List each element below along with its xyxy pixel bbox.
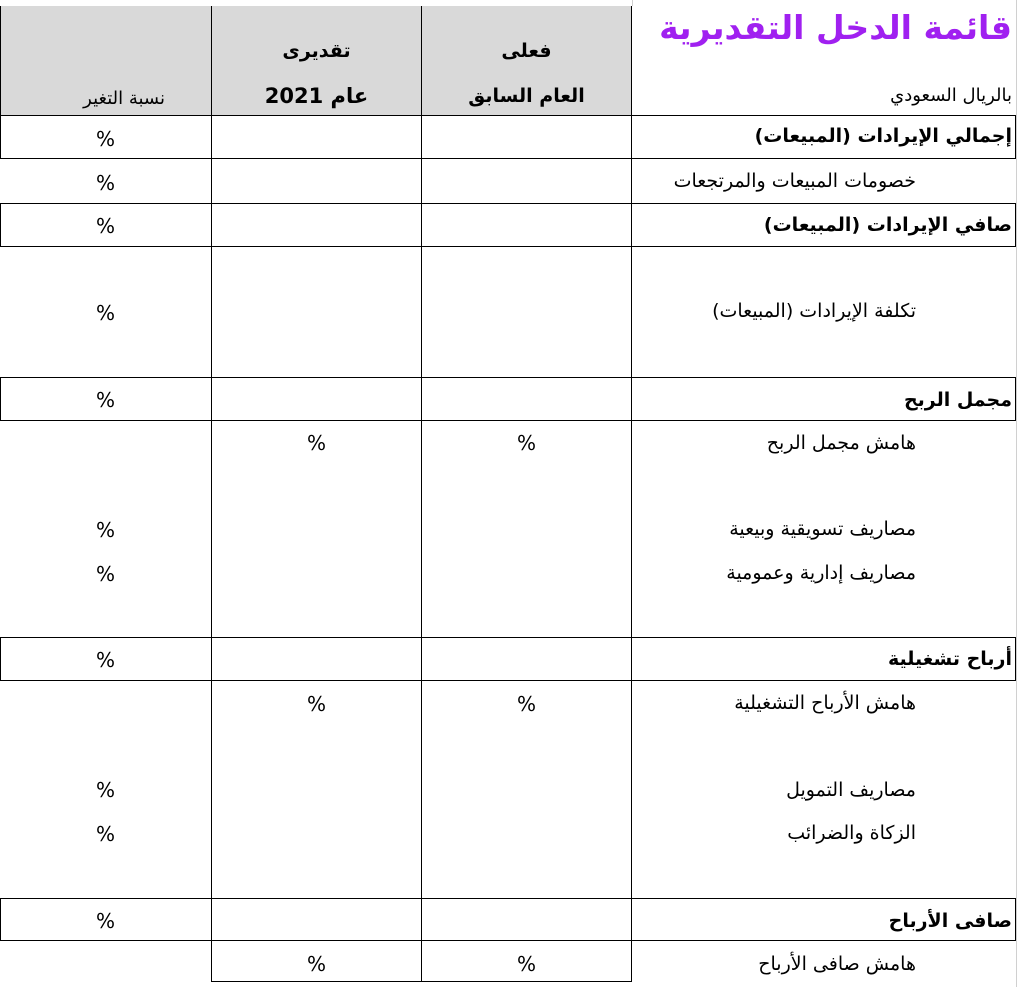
change-pct-gross-revenue: % [95,127,115,151]
row-line-9 [0,898,1016,899]
change-pct-discounts: % [95,171,115,195]
change-pct-net-profit: % [95,909,115,933]
col-divider-0 [0,6,1,116]
row-label-discounts: خصومات المبيعات والمرتجعات [673,170,916,192]
col-divider-1 [211,6,212,981]
change-pct-admin: % [95,562,115,586]
change-pct-finance: % [95,778,115,802]
actual-pct-operating-margin: % [516,692,536,716]
row-label-operating-profit: أرباح تشغيلية [887,648,1012,670]
row-label-gross-profit: مجمل الربح [903,389,1012,411]
row-label-zakat-taxes: الزكاة والضرائب [787,822,916,844]
grid-line-top [632,0,633,6]
change-pct-marketing: % [95,518,115,542]
change-pct-zakat: % [95,822,115,846]
row-line-7 [0,637,1016,638]
row-line-10 [0,940,1016,941]
actual-pct-net-margin: % [516,952,536,976]
row-label-cost-of-revenue: تكلفة الإيرادات (المبيعات) [712,300,916,322]
currency-label: بالريال السعودي [890,85,1012,106]
right-border-d [1015,637,1016,681]
header-change: نسبة التغير [83,88,165,109]
row-label-operating-margin: هامش الأرباح التشغيلية [734,692,916,714]
estimated-pct-net-margin: % [306,952,326,976]
col-divider-2 [421,6,422,981]
right-border-a [1015,115,1016,159]
row-label-admin-expenses: مصاريف إدارية وعمومية [726,562,916,584]
row-label-finance-costs: مصاريف التمويل [786,779,916,801]
header-actual-line1: فعلى [501,40,552,62]
actual-pct-gross-margin: % [516,431,536,455]
row-label-net-profit: صافى الأرباح [888,910,1012,932]
row-line-5 [0,377,1016,378]
change-pct-operating-profit: % [95,648,115,672]
row-line-4 [0,246,1016,247]
row-line-6 [0,420,1016,421]
header-estimated-line1: تقديرى [282,40,351,62]
row-line-11 [211,981,632,982]
estimated-pct-gross-margin: % [306,431,326,455]
change-pct-net-revenue: % [95,214,115,238]
row-label-net-revenue: صافي الإيرادات (المبيعات) [763,214,1012,236]
row-line-1 [0,115,1016,116]
header-actual-line2: العام السابق [468,85,585,107]
row-label-gross-margin: هامش مجمل الربح [766,432,916,454]
right-border-b [1015,203,1016,246]
col-divider-3 [631,6,632,981]
row-line-8 [0,680,1016,681]
row-label-gross-revenue: إجمالي الإيرادات (المبيعات) [754,125,1012,147]
header-estimated-line2: عام 2021 [264,84,369,108]
right-border-c [1015,377,1016,421]
row-label-marketing-expenses: مصاريف تسويقية وبيعية [729,518,916,540]
estimated-pct-operating-margin: % [306,692,326,716]
row-label-net-margin: هامش صافى الأرباح [758,953,916,975]
right-border-e [1015,898,1016,941]
grid-line [1016,0,1017,987]
change-pct-cost-of-revenue: % [95,301,115,325]
change-pct-gross-profit: % [95,388,115,412]
page-title: قائمة الدخل التقديرية [659,8,1012,47]
row-line-3 [0,203,1016,204]
row-line-2 [0,158,1016,159]
